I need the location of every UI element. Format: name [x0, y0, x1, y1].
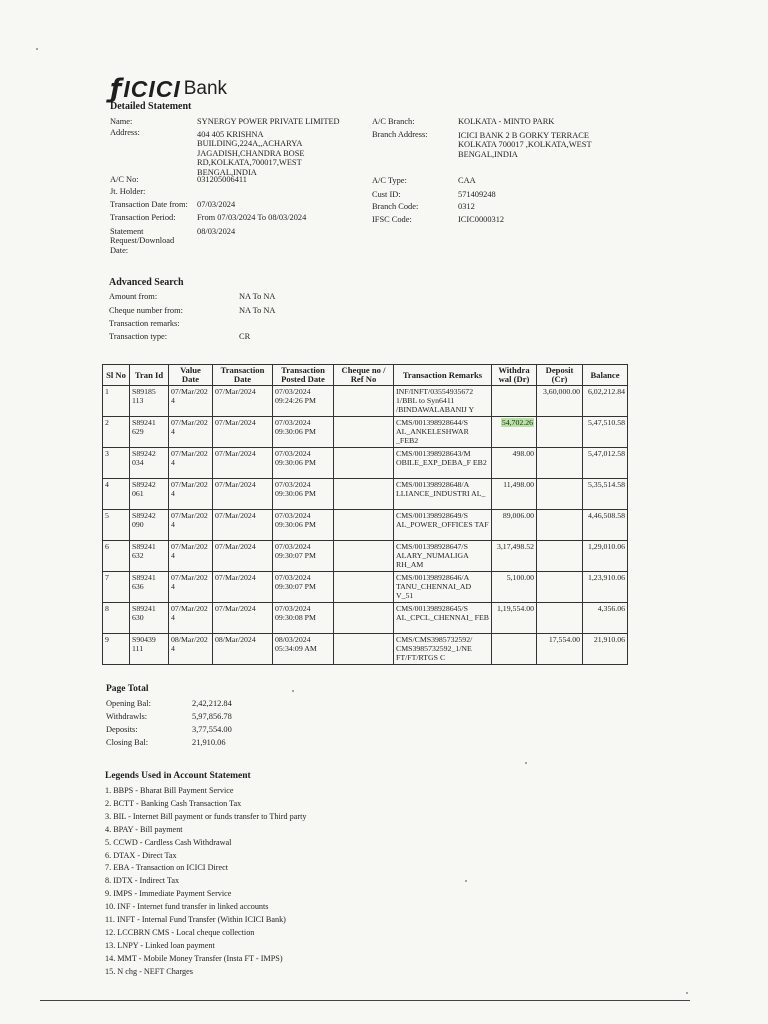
cell-balance: 4,46,508.58: [583, 510, 628, 541]
customer-id-value: 571409248: [458, 190, 496, 199]
table-row: [103, 386, 628, 417]
transaction-type-label: Transaction type:: [109, 332, 168, 341]
cell-withdrawal: 3,17,498.52: [492, 541, 537, 572]
cell-posted-date: 07/03/2024 09:30:06 PM: [273, 510, 334, 541]
cell-remarks: CMS/001398928644/S AL_ANKELESHWAR _FEB2: [394, 417, 492, 448]
table-row: [103, 479, 628, 510]
cell-withdrawal: [492, 417, 537, 448]
cell-withdrawal: 5,100.00: [492, 572, 537, 603]
scan-speck: [686, 992, 688, 994]
scan-speck: [525, 762, 527, 764]
closing-balance-value: 21,910.06: [192, 738, 226, 747]
cell-sl-no: 5: [103, 510, 130, 541]
list-item: 12. LCCBRN CMS - Local cheque collection: [105, 927, 255, 937]
cell-cheque-ref: [334, 541, 394, 572]
branch-code-label: Branch Code:: [372, 202, 419, 211]
cell-remarks: CMS/001398928648/A LLIANCE_INDUSTRI AL_: [394, 479, 492, 510]
cell-remarks: CMS/CMS3985732592/ CMS3985732592_1/NE FT/FT/RTGS C: [394, 634, 492, 665]
cell-sl-no: 8: [103, 603, 130, 634]
list-item: 4. BPAY - Bill payment: [105, 824, 183, 834]
advanced-search-title: Advanced Search: [109, 277, 184, 288]
cell-deposit: [537, 510, 583, 541]
document-title: Detailed Statement: [110, 101, 192, 112]
cell-sl-no: 2: [103, 417, 130, 448]
bank-suffix: Bank: [183, 78, 228, 99]
account-type-value: CAA: [458, 176, 476, 185]
list-item: 9. IMPS - Immediate Payment Service: [105, 889, 232, 899]
cell-sl-no: 6: [103, 541, 130, 572]
cell-posted-date: 08/03/2024 05:34:09 AM: [273, 634, 334, 665]
cell-posted-date: 07/03/2024 09:30:08 PM: [273, 603, 334, 634]
account-type-label: A/C Type:: [372, 176, 407, 185]
cell-cheque-ref: [334, 448, 394, 479]
header-remarks: Transaction Remarks: [394, 365, 492, 386]
cell-deposit: [537, 448, 583, 479]
header-tran-id: Tran Id: [130, 365, 169, 386]
cell-value-date: 07/Mar/202 4: [169, 479, 213, 510]
cell-remarks: CMS/001398928643/M OBILE_EXP_DEBA_F EB2: [394, 448, 492, 479]
table-row: [103, 417, 628, 448]
address-value: 404 405 KRISHNA BUILDING,224A,,ACHARYA JAGADISH,CHANDRA BOSE RD,KOLKATA,700017,WEST BENGAL,INDIA: [197, 130, 305, 177]
cell-value-date: 07/Mar/202 4: [169, 448, 213, 479]
transaction-type-value: CR: [239, 332, 251, 341]
cell-transaction-date: 07/Mar/2024: [213, 448, 273, 479]
ifsc-code-label: IFSC Code:: [372, 215, 412, 224]
cell-posted-date: 07/03/2024 09:30:06 PM: [273, 479, 334, 510]
cell-withdrawal: [492, 634, 537, 665]
amount-from-value: NA To NA: [239, 292, 276, 301]
cell-cheque-ref: [334, 386, 394, 417]
list-item: 7. EBA - Transaction on ICICI Direct: [105, 863, 229, 873]
table-row: [103, 448, 628, 479]
cell-posted-date: 07/03/2024 09:24:26 PM: [273, 386, 334, 417]
cell-value-date: 07/Mar/202 4: [169, 541, 213, 572]
transaction-period-value: From 07/03/2024 To 08/03/2024: [197, 213, 307, 222]
cell-value-date: 07/Mar/202 4: [169, 572, 213, 603]
deposits-label: Deposits:: [106, 725, 138, 734]
scan-speck: [465, 880, 467, 882]
cell-withdrawal: 11,498.00: [492, 479, 537, 510]
header-cheque-ref: Cheque no / Ref No: [334, 365, 394, 386]
bank-name: ICICI: [123, 75, 181, 102]
branch-address-label: Branch Address:: [372, 130, 428, 139]
header-sl-no: Sl No: [103, 365, 130, 386]
cell-deposit: 17,554.00: [537, 634, 583, 665]
branch-value: KOLKATA - MINTO PARK: [458, 117, 555, 126]
cell-balance: 5,35,514.58: [583, 479, 628, 510]
cell-tran-id: S89241 632: [130, 541, 169, 572]
account-number-label: A/C No:: [110, 175, 139, 184]
cell-transaction-date: 07/Mar/2024: [213, 572, 273, 603]
cell-transaction-date: 07/Mar/2024: [213, 541, 273, 572]
cell-balance: 5,47,510.58: [583, 417, 628, 448]
cell-posted-date: 07/03/2024 09:30:06 PM: [273, 448, 334, 479]
cell-transaction-date: 07/Mar/2024: [213, 479, 273, 510]
statement-date-label: Statement Request/Download Date:: [110, 227, 175, 255]
page-bottom-rule: [40, 1000, 690, 1001]
header-deposit: Deposit (Cr): [537, 365, 583, 386]
branch-label: A/C Branch:: [372, 117, 415, 126]
cell-deposit: [537, 541, 583, 572]
table-header-row: [103, 365, 628, 386]
list-item: 14. MMT - Mobile Money Transfer (Insta FT - IMPS): [105, 953, 283, 963]
list-item: 2. BCTT - Banking Cash Transaction Tax: [105, 798, 242, 808]
cell-sl-no: 3: [103, 448, 130, 479]
cell-posted-date: 07/03/2024 09:30:06 PM: [273, 417, 334, 448]
cell-cheque-ref: [334, 572, 394, 603]
cell-transaction-date: 08/Mar/2024: [213, 634, 273, 665]
cell-tran-id: S89185 113: [130, 386, 169, 417]
icici-logo-icon: ƒ: [110, 74, 122, 104]
cell-remarks: CMS/001398928646/A TANU_CHENNAI_AD V_51: [394, 572, 492, 603]
opening-balance-label: Opening Bal:: [106, 699, 151, 708]
cell-tran-id: S89241 636: [130, 572, 169, 603]
cell-remarks: CMS/001398928645/S AL_CPCL_CHENNAI_ FEB: [394, 603, 492, 634]
ifsc-code-value: ICIC0000312: [458, 215, 505, 224]
transaction-date-from-label: Transaction Date from:: [110, 200, 188, 209]
cell-posted-date: 07/03/2024 09:30:07 PM: [273, 541, 334, 572]
cell-withdrawal: 498.00: [492, 448, 537, 479]
address-label: Address:: [110, 128, 140, 137]
cell-balance: 6,02,212.84: [583, 386, 628, 417]
cell-transaction-date: 07/Mar/2024: [213, 417, 273, 448]
list-item: 5. CCWD - Cardless Cash Withdrawal: [105, 837, 232, 847]
transaction-period-label: Transaction Period:: [110, 213, 176, 222]
cell-tran-id: S90439 111: [130, 634, 169, 665]
list-item: 8. IDTX - Indirect Tax: [105, 876, 180, 886]
table-row: [103, 572, 628, 603]
name-label: Name:: [110, 117, 133, 126]
list-item: 15. N chg - NEFT Charges: [105, 966, 193, 976]
cell-deposit: [537, 572, 583, 603]
cell-tran-id: S89242 061: [130, 479, 169, 510]
customer-id-label: Cust ID:: [372, 190, 401, 199]
cell-sl-no: 9: [103, 634, 130, 665]
bank-logo: [110, 74, 227, 104]
transaction-remarks-label: Transaction remarks:: [109, 319, 180, 328]
header-transaction-date: Transaction Date: [213, 365, 273, 386]
cell-transaction-date: 07/Mar/2024: [213, 603, 273, 634]
table-row: [103, 603, 628, 634]
branch-address-value: ICICI BANK 2 B GORKY TERRACE KOLKATA 700017 ,KOLKATA,WEST BENGAL,INDIA: [458, 131, 592, 159]
joint-holder-label: Jt. Holder:: [110, 187, 146, 196]
list-item: 3. BIL - Internet Bill payment or funds transfer to Third party: [105, 811, 307, 821]
cell-balance: 4,356.06: [583, 603, 628, 634]
cell-value-date: 07/Mar/202 4: [169, 603, 213, 634]
cell-sl-no: 4: [103, 479, 130, 510]
cell-tran-id: S89242 034: [130, 448, 169, 479]
legends-list: [105, 785, 306, 979]
cell-value-date: 07/Mar/202 4: [169, 417, 213, 448]
transactions-table: [102, 364, 628, 665]
opening-balance-value: 2,42,212.84: [192, 699, 232, 708]
cell-deposit: [537, 417, 583, 448]
list-item: 10. INF - Internet fund transfer in linked accounts: [105, 902, 269, 912]
cell-withdrawal: 1,19,554.00: [492, 603, 537, 634]
list-item: 13. LNPY - Linked loan payment: [105, 940, 215, 950]
cell-balance: 5,47,012.58: [583, 448, 628, 479]
cell-transaction-date: 07/Mar/2024: [213, 386, 273, 417]
header-value-date: Value Date: [169, 365, 213, 386]
cell-tran-id: S89241 630: [130, 603, 169, 634]
amount-from-label: Amount from:: [109, 292, 158, 301]
cell-value-date: 07/Mar/202 4: [169, 386, 213, 417]
name-value: SYNERGY POWER PRIVATE LIMITED: [197, 117, 340, 126]
table-row: [103, 634, 628, 665]
list-item: 11. INFT - Internal Fund Transfer (Within ICICI Bank): [105, 915, 286, 925]
branch-code-value: 0312: [458, 202, 475, 211]
cell-cheque-ref: [334, 479, 394, 510]
cell-cheque-ref: [334, 634, 394, 665]
cell-deposit: [537, 479, 583, 510]
cell-remarks: INF/INFT/03554935672 1/BBL to Syn6411 /BINDAWALABANIJ Y: [394, 386, 492, 417]
highlighted-amount: 54,702.26: [501, 418, 533, 427]
scan-speck: [292, 690, 294, 692]
scan-speck: [36, 48, 38, 50]
cell-balance: 21,910.06: [583, 634, 628, 665]
cell-posted-date: 07/03/2024 09:30:07 PM: [273, 572, 334, 603]
cheque-number-value: NA To NA: [239, 306, 276, 315]
cell-sl-no: 7: [103, 572, 130, 603]
cell-tran-id: S89241 629: [130, 417, 169, 448]
withdrawals-value: 5,97,856.78: [192, 712, 232, 721]
cell-cheque-ref: [334, 417, 394, 448]
cell-value-date: 08/Mar/202 4: [169, 634, 213, 665]
cell-remarks: CMS/001398928647/S ALARY_NUMALIGA RH_AM: [394, 541, 492, 572]
list-item: 1. BBPS - Bharat Bill Payment Service: [105, 786, 234, 795]
statement-date-value: 08/03/2024: [197, 227, 236, 236]
cell-withdrawal: 89,006.00: [492, 510, 537, 541]
list-item: 6. DTAX - Direct Tax: [105, 850, 177, 860]
cell-deposit: 3,60,000.00: [537, 386, 583, 417]
cell-deposit: [537, 603, 583, 634]
legends-title: Legends Used in Account Statement: [105, 771, 251, 781]
cell-tran-id: S89242 090: [130, 510, 169, 541]
cell-cheque-ref: [334, 603, 394, 634]
header-balance: Balance: [583, 365, 628, 386]
page-total-title: Page Total: [106, 684, 149, 694]
cell-remarks: CMS/001398928649/S AL_POWER_OFFICES TAF: [394, 510, 492, 541]
cell-sl-no: 1: [103, 386, 130, 417]
transaction-date-from-value: 07/03/2024: [197, 200, 236, 209]
table-row: [103, 541, 628, 572]
cell-value-date: 07/Mar/202 4: [169, 510, 213, 541]
withdrawals-label: Withdrawls:: [106, 712, 148, 721]
cell-balance: 1,23,910.06: [583, 572, 628, 603]
closing-balance-label: Closing Bal:: [106, 738, 149, 747]
cell-balance: 1,29,010.06: [583, 541, 628, 572]
header-posted-date: Transaction Posted Date: [273, 365, 334, 386]
table-row: [103, 510, 628, 541]
cell-withdrawal: [492, 386, 537, 417]
cell-cheque-ref: [334, 510, 394, 541]
cheque-number-label: Cheque number from:: [109, 306, 183, 315]
account-number-value: 031205006411: [197, 175, 247, 184]
cell-transaction-date: 07/Mar/2024: [213, 510, 273, 541]
deposits-value: 3,77,554.00: [192, 725, 232, 734]
header-withdrawal: Withdra wal (Dr): [492, 365, 537, 386]
